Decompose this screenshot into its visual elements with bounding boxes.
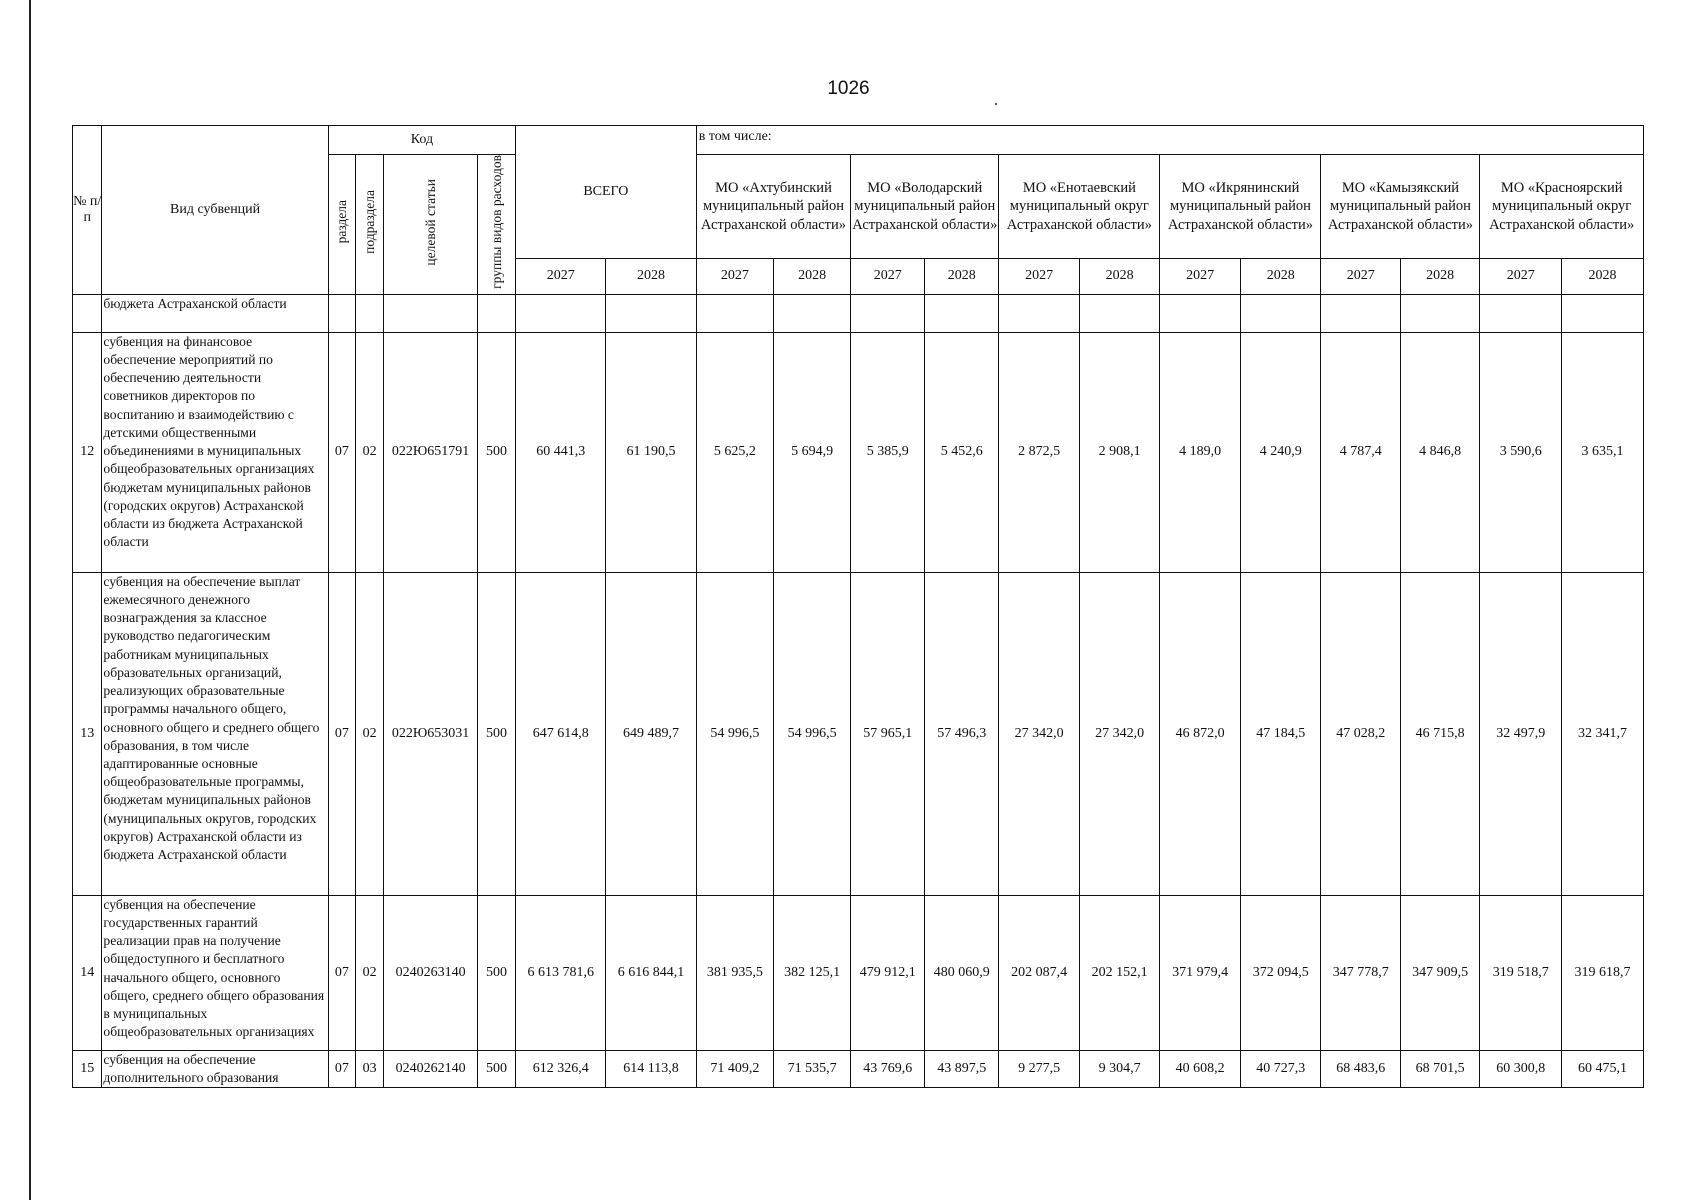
year-header: 2027 (1160, 258, 1241, 294)
amount-cell (1480, 294, 1562, 332)
amount-cell (1160, 294, 1241, 332)
header-code-razdel-label: раздела (334, 200, 350, 244)
page-margin-line (29, 0, 31, 1200)
amount-cell (1562, 294, 1644, 332)
subvention-description: субвенция на финансовое обеспечение мероприятий по обеспечению деятельности советников директоров по воспитанию и взаимодействию с детскими общественными объединениями в муниципальных общеобразовательных организациях бюджетам муниципальных районов (городских округов) Астраханской области из бюджета Астраханской области (102, 332, 328, 572)
code-target-article: 022Ю651791 (384, 332, 478, 572)
amount-cell: 32 341,7 (1562, 572, 1644, 895)
amount-cell: 372 094,5 (1240, 895, 1321, 1050)
amount-cell: 4 846,8 (1400, 332, 1479, 572)
amount-cell (925, 294, 999, 332)
amount-cell: 47 184,5 (1240, 572, 1321, 895)
year-header: 2028 (1562, 258, 1644, 294)
code-expense-group (477, 294, 515, 332)
header-mo-ikryaninsky: МО «Икрянинский муниципальный район Астраханской области» (1160, 155, 1321, 259)
amount-cell: 2 872,5 (999, 332, 1080, 572)
amount-cell: 9 277,5 (999, 1050, 1080, 1087)
amount-cell: 649 489,7 (606, 572, 696, 895)
code-expense-group: 500 (477, 572, 515, 895)
amount-cell: 46 872,0 (1160, 572, 1241, 895)
amount-cell: 71 409,2 (696, 1050, 773, 1087)
row-number: 14 (73, 895, 102, 1050)
amount-cell: 371 979,4 (1160, 895, 1241, 1050)
amount-cell: 6 616 844,1 (606, 895, 696, 1050)
table-row (73, 332, 1644, 572)
scan-speck (995, 103, 997, 105)
amount-cell: 68 701,5 (1400, 1050, 1479, 1087)
header-mo-volodarsky: МО «Володарский муниципальный район Астраханской области» (851, 155, 999, 259)
amount-cell: 5 694,9 (773, 332, 850, 572)
code-podrazdel: 02 (356, 572, 384, 895)
header-code-cs-label: целевой статьи (423, 178, 439, 266)
table-row (73, 572, 1644, 895)
row-number: 13 (73, 572, 102, 895)
subvention-description: субвенция на обеспечение выплат ежемесячного денежного вознаграждения за классное руководство педагогическим работникам муниципальных образовательных организаций, реализующих образовательные программы начального общего, основного общего и среднего общего образования, в том числе адаптированные основные общеобразовательные программы, бюджетам муниципальных районов (муниципальных округов, городских округов) Астраханской области из бюджета Астраханской области (102, 572, 328, 895)
header-code-podrazdel (356, 155, 384, 295)
amount-cell: 347 778,7 (1321, 895, 1400, 1050)
amount-cell: 60 441,3 (516, 332, 606, 572)
amount-cell: 9 304,7 (1079, 1050, 1160, 1087)
code-razdel: 07 (328, 572, 355, 895)
code-target-article: 0240262140 (384, 1050, 478, 1087)
year-header: 2027 (1321, 258, 1400, 294)
amount-cell: 54 996,5 (696, 572, 773, 895)
row-number: 15 (73, 1050, 102, 1087)
subvention-description: субвенция на обеспечение государственных гарантий реализации прав на получение общедоступного и бесплатного начального общего, основного общего, среднего общего образования в муниципальных общеобразовательных организациях (102, 895, 328, 1050)
amount-cell: 60 300,8 (1480, 1050, 1562, 1087)
row-number: 12 (73, 332, 102, 572)
amount-cell: 202 152,1 (1079, 895, 1160, 1050)
amount-cell: 4 240,9 (1240, 332, 1321, 572)
amount-cell (696, 294, 773, 332)
table-body (73, 294, 1644, 1087)
code-razdel (328, 294, 355, 332)
amount-cell: 319 618,7 (1562, 895, 1644, 1050)
amount-cell: 46 715,8 (1400, 572, 1479, 895)
year-header: 2028 (1079, 258, 1160, 294)
amount-cell: 4 189,0 (1160, 332, 1241, 572)
header-type: Вид субвенций (102, 126, 328, 295)
amount-cell: 57 496,3 (925, 572, 999, 895)
amount-cell: 4 787,4 (1321, 332, 1400, 572)
year-header: 2028 (925, 258, 999, 294)
year-header: 2027 (1480, 258, 1562, 294)
code-expense-group: 500 (477, 1050, 515, 1087)
amount-cell: 5 385,9 (851, 332, 925, 572)
header-mo-enotaevsky: МО «Енотаевский муниципальный округ Астраханской области» (999, 155, 1160, 259)
amount-cell: 614 113,8 (606, 1050, 696, 1087)
amount-cell: 480 060,9 (925, 895, 999, 1050)
amount-cell: 202 087,4 (999, 895, 1080, 1050)
amount-cell: 5 452,6 (925, 332, 999, 572)
header-including: в том числе: (696, 126, 1643, 155)
amount-cell (773, 294, 850, 332)
year-header: 2028 (1400, 258, 1479, 294)
amount-cell (1400, 294, 1479, 332)
code-target-article (384, 294, 478, 332)
code-razdel: 07 (328, 1050, 355, 1087)
year-header: 2028 (773, 258, 850, 294)
code-target-article: 022Ю653031 (384, 572, 478, 895)
amount-cell: 57 965,1 (851, 572, 925, 895)
header-code-razdel (328, 155, 355, 295)
amount-cell: 3 635,1 (1562, 332, 1644, 572)
header-code: Код (328, 126, 515, 155)
code-expense-group: 500 (477, 332, 515, 572)
amount-cell: 347 909,5 (1400, 895, 1479, 1050)
year-header: 2027 (999, 258, 1080, 294)
amount-cell: 60 475,1 (1562, 1050, 1644, 1087)
code-podrazdel (356, 294, 384, 332)
amount-cell: 54 996,5 (773, 572, 850, 895)
subvention-description: бюджета Астраханской области (102, 294, 328, 332)
header-code-cs (384, 155, 478, 295)
amount-cell: 40 608,2 (1160, 1050, 1241, 1087)
year-header: 2027 (851, 258, 925, 294)
code-razdel: 07 (328, 895, 355, 1050)
code-target-article: 0240263140 (384, 895, 478, 1050)
code-podrazdel: 02 (356, 895, 384, 1050)
code-podrazdel: 03 (356, 1050, 384, 1087)
code-podrazdel: 02 (356, 332, 384, 572)
amount-cell: 5 625,2 (696, 332, 773, 572)
amount-cell (1240, 294, 1321, 332)
amount-cell (1321, 294, 1400, 332)
header-code-vr-label: группы видов расходов (488, 155, 504, 289)
amount-cell: 319 518,7 (1480, 895, 1562, 1050)
amount-cell (851, 294, 925, 332)
amount-cell: 43 897,5 (925, 1050, 999, 1087)
amount-cell: 647 614,8 (516, 572, 606, 895)
amount-cell: 479 912,1 (851, 895, 925, 1050)
header-mo-krasnoyarsky: МО «Красноярский муниципальный округ Астраханской области» (1480, 155, 1644, 259)
amount-cell: 27 342,0 (1079, 572, 1160, 895)
amount-cell (606, 294, 696, 332)
header-code-vr (477, 155, 515, 295)
amount-cell: 382 125,1 (773, 895, 850, 1050)
year-header: 2028 (606, 258, 696, 294)
amount-cell: 2 908,1 (1079, 332, 1160, 572)
amount-cell (516, 294, 606, 332)
subvention-table (72, 125, 1644, 1088)
amount-cell: 32 497,9 (1480, 572, 1562, 895)
year-header: 2027 (516, 258, 606, 294)
code-razdel: 07 (328, 332, 355, 572)
header-mo-kamyzyaksky: МО «Камызякский муниципальный район Астраханской области» (1321, 155, 1480, 259)
table-row (73, 895, 1644, 1050)
amount-cell (1079, 294, 1160, 332)
amount-cell: 612 326,4 (516, 1050, 606, 1087)
year-header: 2027 (696, 258, 773, 294)
header-num: № п/п (73, 126, 102, 295)
amount-cell: 71 535,7 (773, 1050, 850, 1087)
amount-cell: 3 590,6 (1480, 332, 1562, 572)
table-row (73, 294, 1644, 332)
page-number: 1026 (827, 78, 870, 99)
amount-cell: 68 483,6 (1321, 1050, 1400, 1087)
row-number (73, 294, 102, 332)
year-header: 2028 (1240, 258, 1321, 294)
header-total: ВСЕГО (516, 126, 697, 259)
header-code-podrazdel-label: подраздела (362, 190, 378, 254)
amount-cell: 27 342,0 (999, 572, 1080, 895)
amount-cell (999, 294, 1080, 332)
table-row (73, 1050, 1644, 1087)
header-mo-akhtubinsky: МО «Ахтубинский муниципальный район Астраханской области» (696, 155, 851, 259)
code-expense-group: 500 (477, 895, 515, 1050)
amount-cell: 43 769,6 (851, 1050, 925, 1087)
amount-cell: 381 935,5 (696, 895, 773, 1050)
amount-cell: 47 028,2 (1321, 572, 1400, 895)
amount-cell: 40 727,3 (1240, 1050, 1321, 1087)
amount-cell: 6 613 781,6 (516, 895, 606, 1050)
subvention-description: субвенция на обеспечение дополнительного образования (102, 1050, 328, 1087)
amount-cell: 61 190,5 (606, 332, 696, 572)
